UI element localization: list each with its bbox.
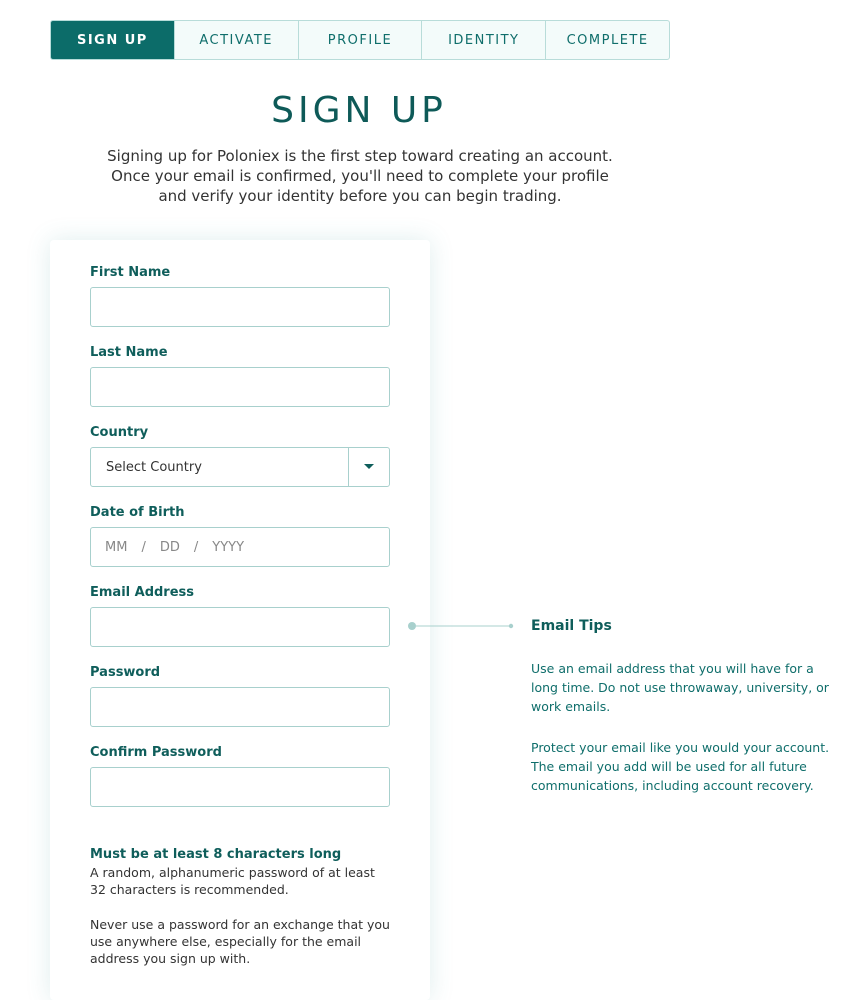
password-input[interactable]: [90, 687, 390, 727]
step-identity[interactable]: IDENTITY: [422, 21, 546, 59]
dob-separator: /: [193, 540, 199, 555]
intro-text: Signing up for Poloniex is the first step toward creating an account. Once your email is confirmed, you'll need to complete your profile and verify your identity before you can begin trading.: [107, 147, 613, 205]
confirm-password-label: Confirm Password: [90, 745, 222, 760]
last-name-label: Last Name: [90, 345, 168, 360]
password-label: Password: [90, 665, 161, 680]
select-dropdown-button[interactable]: [348, 448, 389, 486]
signup-progress-steps: [50, 20, 670, 60]
dob-year[interactable]: YYYY: [212, 540, 245, 555]
dob-input[interactable]: [90, 527, 390, 567]
email-tip-connector: [408, 620, 518, 632]
last-name-input[interactable]: [90, 367, 390, 407]
step-sign-up[interactable]: SIGN UP: [51, 21, 175, 59]
step-activate[interactable]: ACTIVATE: [175, 21, 299, 59]
caret-down-icon: [363, 463, 375, 471]
dob-day[interactable]: DD: [159, 540, 180, 555]
email-tips-title: Email Tips: [531, 618, 612, 634]
email-label: Email Address: [90, 585, 195, 600]
dob-placeholder: [105, 540, 244, 555]
password-tip-2: Never use a password for an exchange that you use anywhere else, especially for the email address you sign up with.: [90, 917, 390, 966]
step-profile[interactable]: PROFILE: [299, 21, 423, 59]
password-requirement-title: Must be at least 8 characters long: [90, 847, 342, 862]
confirm-password-input[interactable]: [90, 767, 390, 807]
email-tip-1: Use an email address that you will have for a long time. Do not use throwaway, university, or work emails.: [531, 661, 829, 714]
dob-month[interactable]: MM: [105, 540, 128, 555]
first-name-label: First Name: [90, 265, 171, 280]
first-name-input[interactable]: [90, 287, 390, 327]
email-input[interactable]: [90, 607, 390, 647]
step-complete[interactable]: COMPLETE: [566, 32, 649, 48]
country-selected-value: Select Country: [106, 460, 202, 475]
signup-form-card: [50, 240, 430, 1000]
dob-separator: /: [141, 540, 146, 555]
country-label: Country: [90, 425, 149, 440]
page-title: SIGN UP: [271, 90, 447, 131]
email-tip-2: Protect your email like you would your account. The email you add will be used for all future communications, including account recovery.: [531, 740, 830, 793]
password-tip-1: A random, alphanumeric password of at least 32 characters is recommended.: [90, 865, 375, 897]
country-select[interactable]: [90, 447, 390, 487]
dob-label: Date of Birth: [90, 505, 185, 520]
